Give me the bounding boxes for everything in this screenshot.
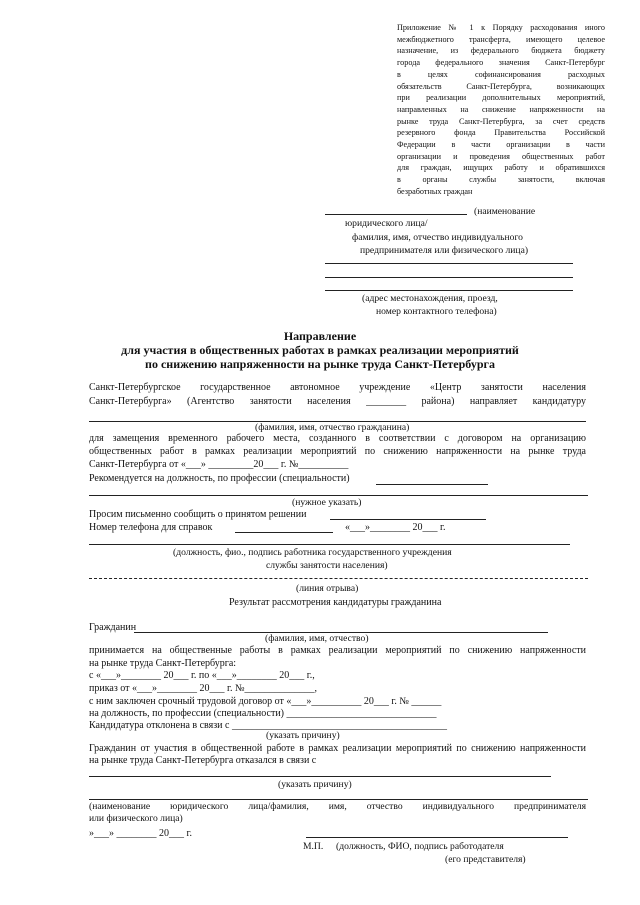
document-subtitle: по снижению напряженности на рынке труда Санкт-Петербурга: [145, 357, 495, 371]
employer-name-caption-1: (наименование: [474, 206, 536, 217]
appendix-line: назначение, из федерального бюджета бюджету: [397, 46, 605, 56]
appendix-line: резервного фонда Правительства Российской: [397, 128, 605, 138]
appendix-line: при реализации дополнительных мероприятий,: [397, 93, 605, 103]
phone-label: Номер телефона для справок: [89, 522, 213, 533]
employer-address-line[interactable]: [325, 277, 573, 278]
refusal-reason-field[interactable]: [89, 776, 551, 777]
district-field[interactable]: ________: [366, 396, 407, 407]
recommended-position-field[interactable]: [376, 484, 488, 485]
candidate-fio-caption: (фамилия, имя, отчество гражданина): [255, 422, 410, 433]
address-caption-2: номер контактного телефона): [376, 306, 497, 317]
employer-name-field-2[interactable]: [89, 799, 588, 800]
appendix-line: рынке труда Санкт-Петербурга, за счет средств: [397, 116, 605, 126]
document-title: Направление: [283, 329, 357, 343]
referral-intro-line-2: [89, 396, 586, 407]
purpose-line: общественных работ в рамках реализации мероприятий по снижению напряженности на рынке труда: [89, 446, 586, 457]
appendix-line: Федерации в части организации в части: [397, 140, 605, 150]
accepted-line: принимается на общественные работы в рамках реализации мероприятий по снижению напряженности: [89, 645, 586, 656]
appendix-line: города федерального значения Санкт-Петербург: [397, 58, 605, 68]
appendix-line: Приложение № 1 к Порядку расходования иного: [397, 23, 605, 32]
reason-caption-2: (указать причину): [278, 779, 352, 790]
appendix-line: для граждан, ищущих работу и обратившихся: [397, 163, 605, 173]
employer-name-field[interactable]: [325, 214, 467, 215]
citizen-fio-caption: (фамилия, имя, отчество): [265, 633, 369, 644]
employer-caption-2: или физического лица): [89, 813, 183, 824]
employer-name-caption-3: фамилия, имя, отчество индивидуального: [352, 232, 523, 243]
appendix-line: межбюджетного трансферта, имеющего целевое: [397, 34, 605, 44]
work-period[interactable]: с «___»________ 20___ г. по «___»________ 20___ г.,: [89, 670, 315, 681]
employer-address-line[interactable]: [325, 290, 573, 291]
employer-address-line[interactable]: [325, 263, 573, 264]
document-subtitle: для участия в общественных работах в рамках реализации мероприятий: [121, 343, 519, 357]
employer-caption-1: (наименование юридического лица/фамилия, имя, отчество индивидуального предпринимателя: [89, 801, 586, 812]
address-caption-1: (адрес местонахождения, проезд,: [362, 293, 498, 304]
recommended-position-field-2[interactable]: [89, 495, 588, 496]
accepted-line-2: на рынке труда Санкт-Петербурга:: [89, 658, 237, 669]
referral-intro-text: Санкт-Петербурга» (Агентство занятости населения: [89, 396, 351, 407]
referral-intro-line: Санкт-Петербургское государственное автономное учреждение «Центр занятости населения: [89, 382, 586, 393]
stamp-place: М.П.: [303, 841, 324, 852]
signature-date[interactable]: »___» ________ 20___ г.: [89, 828, 192, 839]
employer-signature-caption-1: (должность, ФИО, подпись работодателя: [336, 841, 504, 852]
refused-line: Гражданин от участия в общественной работе в рамках реализации мероприятий по снижению напряженности: [89, 743, 586, 754]
appendix-line: направленных на снижение напряженности на: [397, 104, 605, 114]
cut-line-caption: (линия отрыва): [296, 583, 359, 594]
phone-date[interactable]: «___»________ 20___ г.: [345, 522, 446, 533]
appendix-line: в органы службы занятости, включая: [397, 175, 605, 185]
employer-signature-field[interactable]: [306, 837, 568, 838]
result-heading: Результат рассмотрения кандидатуры гражданина: [229, 597, 442, 608]
citizen-label: Гражданин: [89, 622, 137, 633]
employer-name-caption-2: юридического лица/: [345, 218, 428, 229]
cut-line: [89, 578, 588, 579]
appendix-line: безработных граждан: [397, 186, 473, 196]
appendix-line: в целях софинансирования расходных: [397, 69, 605, 79]
employer-name-caption-4: предпринимателя или физического лица): [360, 245, 529, 256]
contract-date-line[interactable]: Санкт-Петербурга от «___» _________20___ г. №__________: [89, 459, 349, 470]
referral-intro-text: района) направляет кандидатуру: [421, 396, 586, 407]
purpose-line: для замещения временного рабочего места, созданного в соответствии с договором на организацию: [89, 433, 586, 444]
phone-field[interactable]: [235, 532, 333, 533]
notify-field[interactable]: [330, 519, 486, 520]
employer-signature-caption-2: (его представителя): [445, 854, 526, 865]
appendix-line: обязательств Санкт-Петербурга, возникающих: [397, 81, 605, 91]
reason-caption: (указать причину): [266, 730, 340, 741]
rejected-line[interactable]: Кандидатура отклонена в связи с ___________________________________________: [89, 720, 447, 731]
specify-caption: (нужное указать): [292, 497, 362, 508]
position-line[interactable]: на должность, по профессии (специальности) ______________________________: [89, 708, 437, 719]
notify-label: Просим письменно сообщить о принятом решении: [89, 509, 307, 520]
recommended-position-label: Рекомендуется на должность, по профессии (специальности): [89, 473, 350, 484]
employee-signature-field[interactable]: [89, 544, 570, 545]
employee-signature-caption-2: службы занятости населения): [266, 560, 388, 571]
employee-signature-caption-1: (должность, фио., подпись работника государственного учреждения: [173, 547, 452, 558]
contract-line[interactable]: с ним заключен срочный трудовой договор от «___»__________ 20___ г. № ______: [89, 696, 442, 707]
appendix-line: организации и проведения общественных работ: [397, 151, 605, 161]
appendix-header: [397, 22, 605, 198]
refused-line-2: на рынке труда Санкт-Петербурга отказался в связи с: [89, 755, 317, 766]
order-line[interactable]: приказ от «___»________ 20___ г. №______________,: [89, 683, 318, 694]
